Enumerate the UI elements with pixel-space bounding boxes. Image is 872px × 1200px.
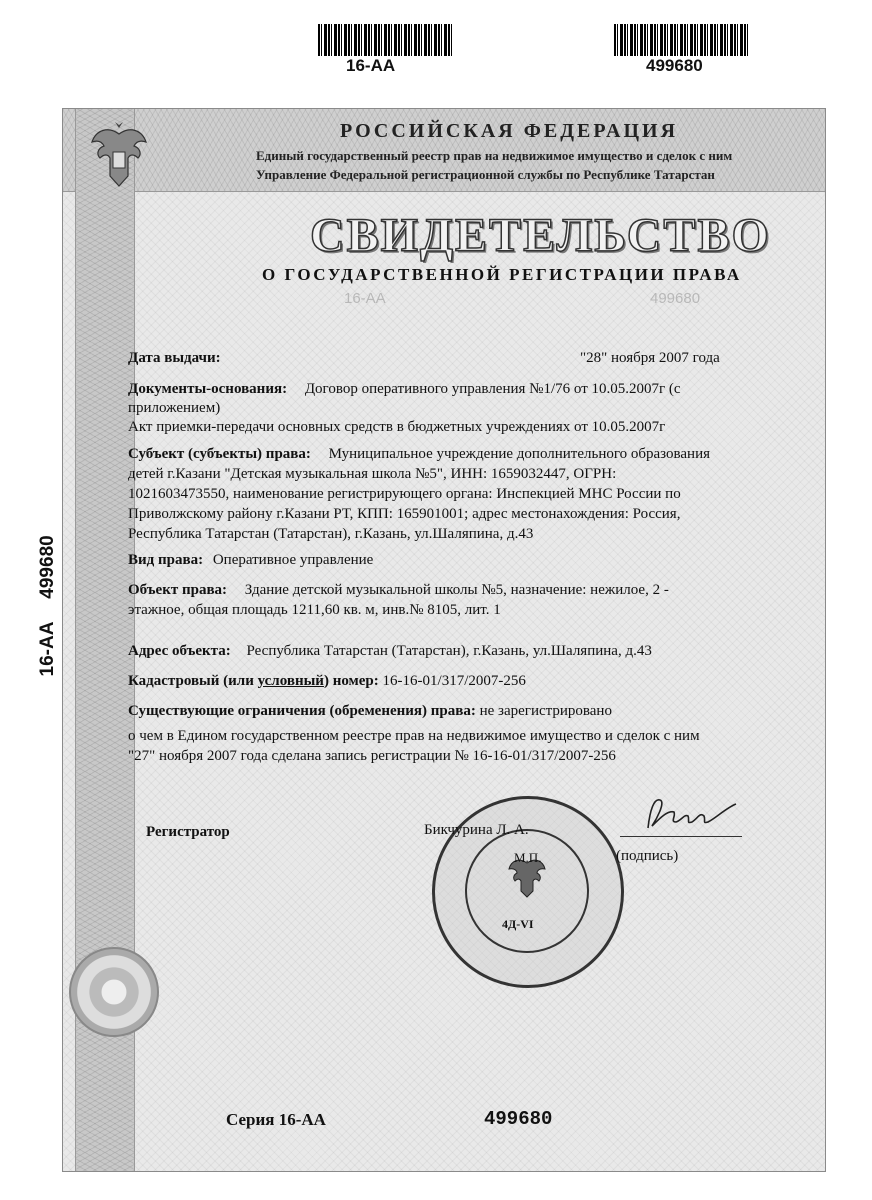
subject-row bbox=[128, 446, 710, 463]
cadastral-label-b: условный bbox=[257, 673, 324, 689]
subject-label: Субъект (субъекты) права: bbox=[128, 446, 311, 462]
object-line-2: этажное, общая площадь 1211,60 кв. м, инв.№ 8105, лит. 1 bbox=[128, 602, 501, 618]
object-label: Объект права: bbox=[128, 582, 228, 598]
certificate-title: СВИДЕТЕЛЬСТВО bbox=[310, 209, 771, 262]
documents-line-3: Акт приемки-передачи основных средств в бюджетных учреждениях от 10.05.2007г bbox=[128, 419, 666, 435]
record-line-2: "27" ноября 2007 года сделана запись регистрации № 16-16-01/317/2007-256 bbox=[128, 748, 616, 764]
restrictions-row bbox=[128, 703, 612, 720]
side-series: 16-AA bbox=[37, 621, 58, 677]
country-title: РОССИЙСКАЯ ФЕДЕРАЦИЯ bbox=[340, 120, 679, 142]
subject-line-1: Муниципальное учреждение дополнительного образования bbox=[328, 446, 711, 462]
address-row bbox=[128, 643, 652, 660]
double-headed-eagle-icon bbox=[88, 120, 150, 192]
restrictions-label: Существующие ограничения (обременения) права: bbox=[128, 703, 476, 719]
right-type-label: Вид права: bbox=[128, 552, 204, 568]
signature-line bbox=[620, 836, 742, 837]
barcode-left-number: 16-AA bbox=[346, 56, 396, 75]
right-type-value: Оперативное управление bbox=[212, 552, 374, 568]
signature-caption: (подпись) bbox=[616, 848, 679, 864]
object-line-1: Здание детской музыкальной школы №5, назначение: нежилое, 2 - bbox=[244, 582, 669, 598]
registrar-name: Бикчурина Л. А. bbox=[424, 822, 529, 838]
registry-line: Единый государственный реестр прав на недвижимое имущество и сделок с ним bbox=[256, 148, 733, 163]
record-line-1: о чем в Едином государственном реестре прав на недвижимое имущество и сделок с ним bbox=[128, 728, 700, 744]
issue-date-value: "28" ноября 2007 года bbox=[580, 350, 720, 366]
issue-date-label: Дата выдачи: bbox=[128, 350, 221, 366]
stamp-place: М.П. bbox=[514, 850, 542, 865]
documents-row bbox=[128, 381, 681, 398]
documents-line-2: приложением) bbox=[128, 400, 221, 416]
ghost-series: 16-AA bbox=[344, 290, 386, 307]
object-row bbox=[128, 582, 669, 599]
right-type-row bbox=[128, 552, 373, 569]
registrar-label: Регистратор bbox=[146, 824, 230, 840]
barcode-right-number: 499680 bbox=[646, 56, 703, 75]
subject-line-3: 1021603473550, наименование регистрирующего органа: Инспекцией МНС России по bbox=[128, 486, 681, 502]
cadastral-row bbox=[128, 673, 526, 690]
address-label: Адрес объекта: bbox=[128, 643, 231, 659]
handwritten-signature bbox=[636, 790, 746, 840]
address-value: Республика Татарстан (Татарстан), г.Казань, ул.Шаляпина, д.43 bbox=[246, 643, 652, 659]
cadastral-label-a: Кадастровый (или bbox=[128, 673, 258, 689]
cadastral-label-c: ) номер: bbox=[323, 673, 379, 689]
certificate-number: 499680 bbox=[484, 1108, 553, 1130]
rosette-ornament bbox=[69, 947, 159, 1037]
ghost-number: 499680 bbox=[650, 290, 701, 307]
restrictions-value: не зарегистрировано bbox=[479, 703, 612, 719]
subject-line-5: Республика Татарстан (Татарстан), г.Казань, ул.Шаляпина, д.43 bbox=[128, 526, 534, 542]
seal-code: 4Д-VI bbox=[502, 917, 534, 931]
side-number: 499680 bbox=[37, 535, 58, 599]
barcode-left bbox=[318, 24, 454, 56]
subject-line-4: Приволжскому району г.Казани РТ, КПП: 165901001; адрес местонахождения: Россия, bbox=[128, 506, 681, 522]
cadastral-value: 16-16-01/317/2007-256 bbox=[382, 673, 526, 689]
subject-line-2: детей г.Казани "Детская музыкальная школа №5", ИНН: 1659032447, ОГРН: bbox=[128, 466, 617, 482]
series-label: Серия 16-АА bbox=[226, 1110, 326, 1129]
agency-line: Управление Федеральной регистрационной службы по Республике Татарстан bbox=[256, 167, 715, 182]
barcode-right bbox=[614, 24, 750, 56]
certificate-subtitle: О ГОСУДАРСТВЕННОЙ РЕГИСТРАЦИИ ПРАВА bbox=[262, 265, 742, 284]
documents-line-1: Договор оперативного управления №1/76 от 10.05.2007г (с bbox=[304, 381, 681, 397]
documents-label: Документы-основания: bbox=[128, 381, 288, 397]
